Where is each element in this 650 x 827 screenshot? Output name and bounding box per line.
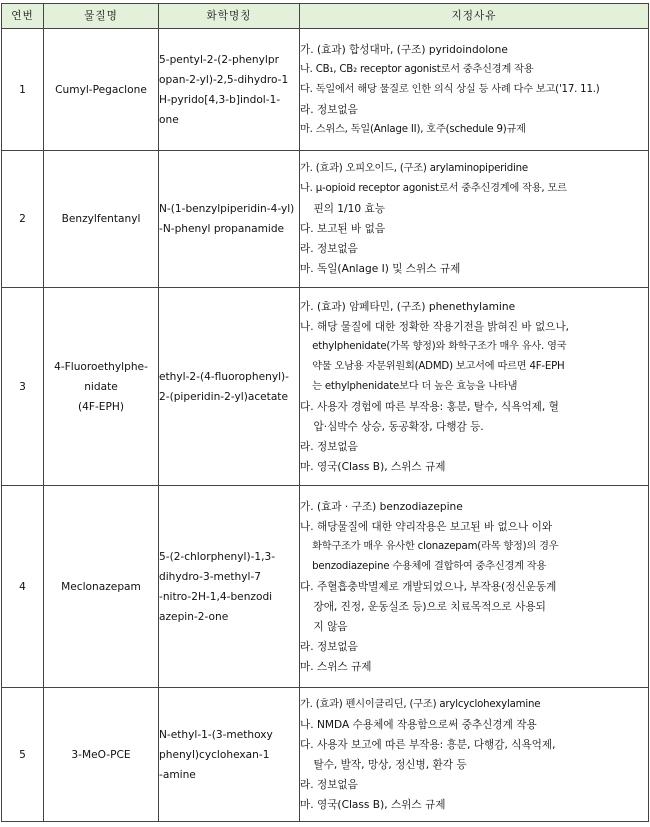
- header-no: 연번: [2, 4, 44, 29]
- row-number: 3: [2, 288, 44, 486]
- chemical-name-line: 5-(2-chlorphenyl)-1,3-: [159, 550, 276, 563]
- table-row: [2, 688, 649, 822]
- substance-name: [44, 151, 159, 288]
- chemical-name-line: -nitro-2H-1,4-benzodi: [159, 590, 273, 603]
- reason-line: 마. 스위스, 독일(Anlage II), 호주(schedule 9)규제: [300, 123, 526, 135]
- reason-line: 장애, 진정, 운동실조 등)으로 치료목적으로 사용되: [300, 600, 546, 613]
- substance-name-line: Meclonazepam: [61, 580, 141, 593]
- designation-reason: [300, 288, 649, 486]
- substance-name: [44, 688, 159, 822]
- reason-line: 마. 독일(Anlage I) 및 스위스 규제: [300, 263, 461, 275]
- chemical-name: [159, 151, 300, 288]
- reason-line: 다. 사용자 보고에 따른 부작용: 흥분, 다행감, 식욕억제,: [300, 738, 556, 751]
- row-number: 5: [2, 688, 44, 822]
- reason-line: 다. 보고된 바 없음: [300, 223, 386, 235]
- designation-reason: [300, 29, 649, 151]
- header-substance: 물질명: [44, 4, 159, 29]
- reason-line: 나. CB₁, CB₂ receptor agonist로서 중추신경계 작용: [300, 63, 534, 75]
- chemical-name: [159, 688, 300, 822]
- table-row: [2, 486, 649, 688]
- chemical-name-line: 2-(piperidin-2-yl)acetate: [159, 390, 288, 403]
- substance-name: [44, 486, 159, 688]
- reason-line: 나. 해당물질에 대한 약리작용은 보고된 바 없으나 이와: [300, 520, 553, 533]
- reason-line: 가. (효과) 합성대마, (구조) pyridoindolone: [300, 43, 508, 56]
- chemical-name: [159, 288, 300, 486]
- chemical-name-line: ethyl-2-(4-fluorophenyl)-: [159, 370, 289, 383]
- designation-reason: [300, 486, 649, 688]
- table-row: [2, 288, 649, 486]
- chemical-name-line: -N-phenyl propanamide: [159, 223, 285, 235]
- chemical-name-line: azepin-2-one: [159, 610, 229, 623]
- reason-line: 라. 정보없음: [300, 440, 358, 453]
- reason-line: 라. 정보없음: [300, 778, 358, 791]
- header-chemical: 화학명칭: [159, 4, 300, 29]
- reason-line: 탈수, 발작, 망상, 정신병, 환각 등: [300, 758, 467, 771]
- row-number: 1: [2, 29, 44, 151]
- reason-line: 라. 정보없음: [300, 243, 358, 255]
- substance-name-line: Benzylfentanyl: [61, 213, 141, 225]
- reason-line: 라. 정보없음: [300, 640, 358, 653]
- header-reason: 지정사유: [300, 4, 649, 29]
- chemical-name-line: N-ethyl-1-(3-methoxy: [159, 728, 273, 741]
- substance-name-line: nidate: [84, 380, 118, 393]
- reason-line: 나. NMDA 수용체에 작용함으로써 중추신경계 작용: [300, 718, 537, 731]
- chemical-name-line: phenyl)cyclohexan-1: [159, 748, 270, 761]
- chemical-name-line: opan-2-yl)-2,5-dihydro-1: [159, 73, 289, 86]
- substance-name-line: (4F-EPH): [78, 400, 124, 413]
- reason-line: 마. 스위스 규제: [300, 660, 372, 673]
- chemical-name-line: H-pyrido[4,3-b]indol-1-: [159, 93, 281, 106]
- reason-line: 라. 정보없음: [300, 103, 358, 116]
- header-row: [2, 4, 649, 29]
- row-number: 4: [2, 486, 44, 688]
- substance-name: [44, 29, 159, 151]
- chemical-name: [159, 29, 300, 151]
- substance-name-line: Cumyl-Pegaclone: [55, 83, 147, 96]
- row-number: 2: [2, 151, 44, 288]
- substance-table: [1, 3, 649, 822]
- reason-line: 는 ethylphenidate보다 더 높은 효능을 나타냄: [300, 380, 518, 392]
- reason-line: 가. (효과) 오피오이드, (구조) arylaminopiperidine: [300, 163, 528, 174]
- reason-line: 마. 영국(Class B), 스위스 규제: [300, 798, 446, 811]
- substance-name: [44, 288, 159, 486]
- chemical-name: [159, 486, 300, 688]
- reason-line: 나. μ-opioid receptor agonist로서 중추신경계에 작용, 모르: [300, 183, 567, 194]
- table-row: [2, 151, 649, 288]
- chemical-name-line: N-(1-benzylpiperidin-4-yl): [159, 203, 295, 215]
- substance-name-line: 3-MeO-PCE: [71, 748, 131, 761]
- reason-line: 화학구조가 매우 유사한 clonazepam(라목 향정)의 경우: [300, 540, 559, 552]
- reason-line: 가. (효과) 암페타민, (구조) phenethylamine: [300, 300, 516, 313]
- reason-line: 지 않음: [300, 620, 348, 633]
- reason-line: 다. 사용자 경험에 따른 부작용: 홍분, 탈수, 식욕억제, 혈: [300, 400, 559, 413]
- reason-line: 마. 영국(Class B), 스위스 규제: [300, 460, 446, 473]
- chemical-name-line: 5-pentyl-2-(2-phenylpr: [159, 53, 279, 66]
- reason-line: ethylphenidate(가목 향정)와 화학구조가 매우 유사. 영국: [300, 340, 567, 352]
- substance-name-line: 4-Fluoroethylphe-: [54, 360, 148, 373]
- table-body: [2, 29, 649, 822]
- table-row: [2, 29, 649, 151]
- reason-line: 가. (효과 · 구조) benzodiazepine: [300, 500, 463, 513]
- reason-line: 다. 독일에서 해당 물질로 인한 의식 상실 등 사례 다수 보고('17. 11.): [300, 83, 600, 95]
- reason-line: 다. 주혈흡충박멸제로 개발되었으나, 부작용(정신운동계: [300, 580, 557, 593]
- designation-reason: [300, 151, 649, 288]
- chemical-name-line: dihydro-3-methyl-7: [159, 570, 262, 583]
- designation-reason: [300, 688, 649, 822]
- chemical-name-line: -amine: [159, 768, 196, 781]
- reason-line: 나. 해당 물질에 대한 정확한 작용기전을 밝혀진 바 없으나,: [300, 320, 570, 333]
- reason-line: 압·심박수 상승, 동공확장, 다행감 등.: [300, 420, 484, 433]
- reason-line: 가. (효과) 펜시이클리딘, (구조) arylcyclohexylamine: [300, 698, 541, 710]
- reason-line: 약물 오남용 자문위원회(ADMD) 보고서에 따르면 4F-EPH: [300, 360, 565, 372]
- chemical-name-line: one: [159, 113, 179, 126]
- reason-line: benzodiazepine 수용체에 결합하여 중추신경계 작용: [300, 560, 547, 572]
- reason-line: 핀의 1/10 효능: [300, 203, 385, 215]
